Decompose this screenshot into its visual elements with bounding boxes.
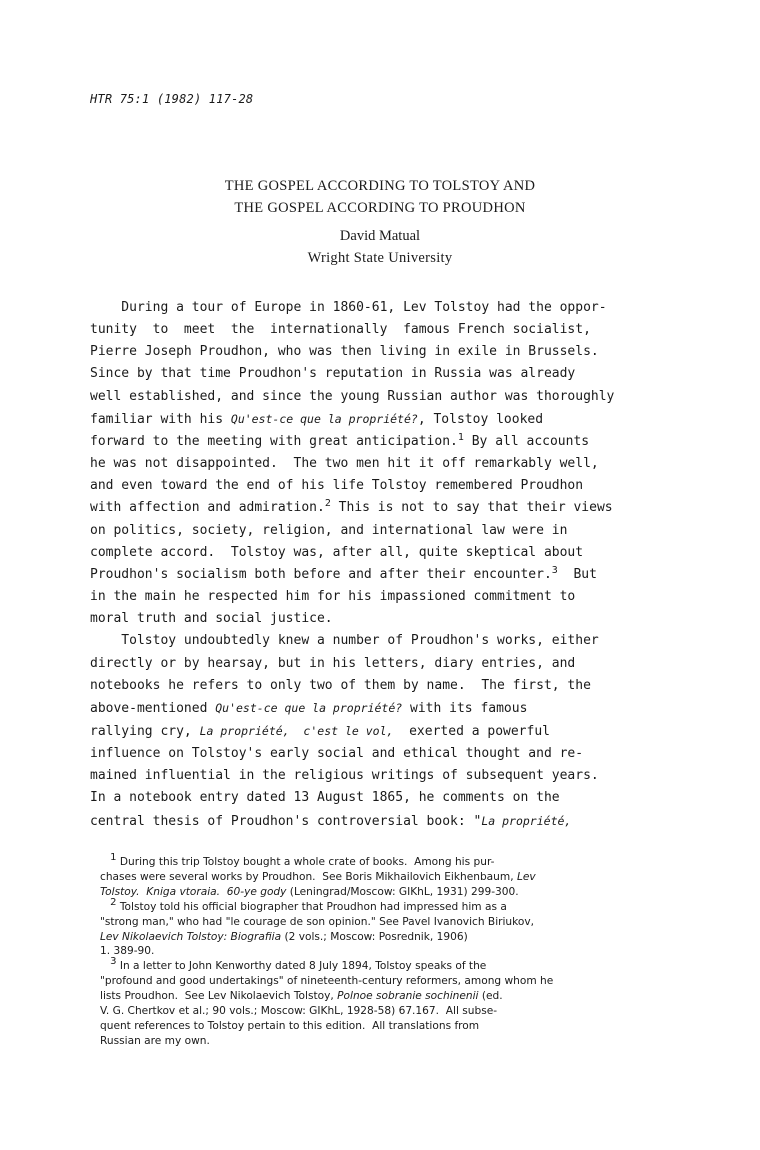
body-line [90,497,670,519]
footnote-ref-1[interactable]: 1 [457,431,464,443]
body-text: above-mentioned [90,700,216,716]
body-line [90,408,670,431]
footnote-2-line: 1. 389-90. [100,945,155,958]
body-text: with affection and admiration. [90,500,325,516]
quotation-italic: La propriété, c'est le vol, [199,723,394,738]
footnote-ref-3[interactable]: 3 [551,564,558,576]
body-text: exerted a powerful [393,723,550,739]
body-line: well established, and since the young Russian author was thoroughly [90,388,615,404]
body-line: notebooks he refers to only two of them by name. The first, the [90,677,591,693]
footnote-3-line: "profound and good undertakings" of nineteenth-century reformers, among whom he [100,975,554,988]
footnote-italic: Tolstoy. Kniga vtoraia. 60-ye gody [100,885,287,898]
article-body [90,297,670,833]
footnote-text: (Leningrad/Moscow: GIKhL, 1931) 299-300. [286,885,519,898]
body-line: moral truth and social justice. [90,611,333,627]
footnote-3-line [100,956,690,974]
body-line: mained influential in the religious writings of subsequent years. [90,768,599,784]
body-line: he was not disappointed. The two men hit it off remarkably well, [90,456,599,472]
footnote-mark-2: 2 [110,896,117,908]
body-line [90,431,670,453]
article-title-block [0,175,760,269]
footnote-text: (2 vols.; Moscow: Posrednik, 1906) [281,930,468,943]
footnote-text: lists Proudhon. See Lev Nikolaevich Tolstoy, [100,990,338,1003]
footnote-ref-2[interactable]: 2 [324,498,331,510]
body-line: Pierre Joseph Proudhon, who was then living in exile in Brussels. [90,344,599,360]
footnote-italic: Polnoe sobranie sochinenii [337,990,479,1003]
footnote-text: During this trip Tolstoy bought a whole crate of books. Among his pur- [116,856,495,868]
book-title-italic: Qu'est-ce que la propriété? [215,700,403,715]
footnote-text: chases were several works by Proudhon. See Boris Mikhailovich Eikhenbaum, [100,870,517,883]
footnote-3-line: Russian are my own. [100,1034,210,1047]
body-line: in the main he respected him for his impassioned commitment to [90,589,576,605]
book-title-italic: Qu'est-ce que la propriété? [230,411,418,426]
body-line: During a tour of Europe in 1860-61, Lev Tolstoy had the oppor- [90,300,607,315]
footnote-3-line: quent references to Tolstoy pertain to this edition. All translations from [100,1019,480,1032]
body-line [90,697,670,720]
body-line: directly or by hearsay, but in his letters, diary entries, and [90,655,576,671]
body-line: influence on Tolstoy's early social and ethical thought and re- [90,746,584,762]
body-text: rallying cry, [90,723,200,739]
footnote-text: In a letter to John Kenworthy dated 8 July 1894, Tolstoy speaks of the [116,960,487,973]
body-text: This is not to say that their views [330,500,613,516]
body-line [90,564,670,586]
author-name: David Matual [339,228,421,244]
body-line: tunity to meet the internationally famous French socialist, [90,322,591,338]
footnote-italic: Lev [516,870,536,883]
body-line [90,720,670,743]
footnote-mark-3: 3 [110,956,117,968]
footnotes [100,852,690,1049]
body-text: with its famous [402,700,528,716]
body-text: , Tolstoy looked [417,411,544,427]
footnote-1-line [100,870,690,885]
footnote-2-line [100,930,690,945]
article-title-line-1: THE GOSPEL ACCORDING TO TOLSTOY AND [224,178,536,194]
footnote-3-line: V. G. Chertkov et al.; 90 vols.; Moscow: GIKhL, 1928-58) 67.167. All subse- [100,1005,498,1018]
body-line: Since by that time Proudhon's reputation in Russia was already [90,366,576,382]
footnote-3-line [100,989,690,1004]
body-text: central thesis of Proudhon's controversial book: " [90,813,482,829]
footnote-1-line [100,852,690,870]
body-text: By all accounts [463,433,590,449]
body-text: forward to the meeting with great anticipation. [90,433,458,449]
article-title-line-2: THE GOSPEL ACCORDING TO PROUDHON [234,200,526,216]
body-line [90,810,670,833]
body-line: and even toward the end of his life Tolstoy remembered Proudhon [90,478,584,494]
body-line: In a notebook entry dated 13 August 1865, he comments on the [90,790,560,806]
body-text: But [557,566,597,582]
author-affiliation: Wright State University [307,250,453,266]
footnote-2-line: "strong man," who had "le courage de son opinion." See Pavel Ivanovich Biriukov, [100,915,535,928]
footnote-mark-1: 1 [110,852,117,863]
quotation-italic: La propriété, [481,813,572,828]
footnote-2-line [100,896,690,915]
body-line: complete accord. Tolstoy was, after all, quite skeptical about [90,544,584,560]
running-head: HTR 75:1 (1982) 117-28 [90,92,254,106]
footnote-italic: Lev Nikolaevich Tolstoy: Biografiia [100,930,282,943]
body-line: Tolstoy undoubtedly knew a number of Proudhon's works, either [90,633,599,649]
footnote-text: Tolstoy told his official biographer that Proudhon had impressed him as a [116,900,507,913]
body-text: Proudhon's socialism both before and after their encounter. [90,566,552,582]
footnote-text: (ed. [478,990,503,1003]
body-text: familiar with his [90,411,231,427]
footnote-1-line [100,885,690,900]
body-line: on politics, society, religion, and international law were in [90,522,568,538]
